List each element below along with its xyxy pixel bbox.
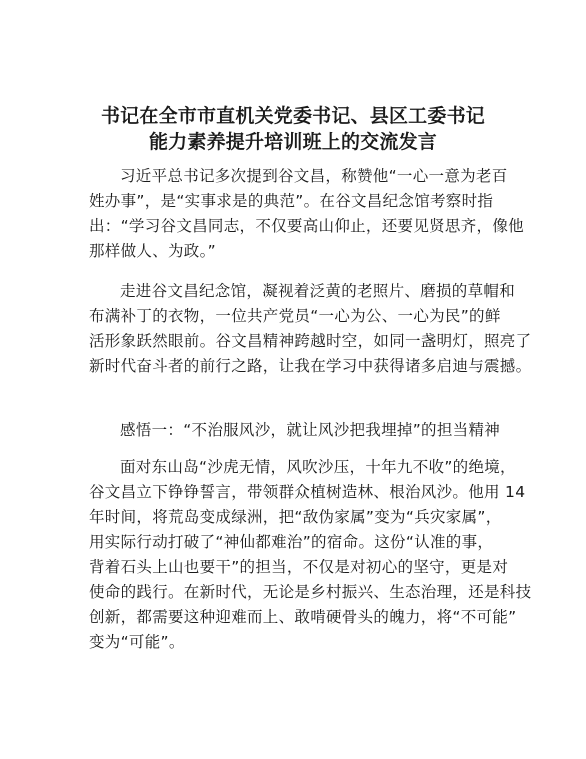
paragraph-3-line-6: 使命的践行。在新时代，无论是乡村振兴、生态治理，还是科技 <box>89 583 532 601</box>
paragraph-3-line-1: 面对东山岛“沙虎无情，风吹沙压，十年九不收”的绝境， <box>120 458 516 476</box>
paragraph-1-line-3: 出：“学习谷文昌同志，不仅要高山仰止，还要见贤思齐，像他 <box>89 217 524 235</box>
paragraph-3-line-5: 背着石头上山也要干”的担当，不仅是对初心的坚守，更是对 <box>89 558 509 576</box>
paragraph-2-line-4: 新时代奋斗者的前行之路，让我在学习中获得诸多启迪与震撼。 <box>89 357 532 375</box>
paragraph-1-line-1: 习近平总书记多次提到谷文昌，称赞他“一心一意为老百 <box>120 167 508 185</box>
title-line-2: 能力素养提升培训班上的交流发言 <box>148 131 437 153</box>
paragraph-3-line-7: 创新，都需要这种迎难而上、敢啃硬骨头的魄力，将“不可能” <box>89 608 517 626</box>
paragraph-3-line-8: 变为“可能”。 <box>89 633 185 651</box>
paragraph-2-line-2: 布满补丁的衣物，一位共产党员“一心为公、一心为民”的鲜 <box>89 307 501 325</box>
paragraph-3-line-2: 谷文昌立下铮铮誓言，带领群众植树造林、根治风沙。他用 14 <box>89 483 526 501</box>
paragraph-1-line-4: 那样做人、为政。” <box>89 242 216 260</box>
paragraph-2-line-1: 走进谷文昌纪念馆，凝视着泛黄的老照片、磨损的草帽和 <box>120 282 516 300</box>
paragraph-3-line-3: 年时间，将荒岛变成绿洲，把“敌伪家属”变为“兵灾家属”， <box>89 508 502 526</box>
paragraph-1-line-2: 姓办事”，是“实事求是的典范”。在谷文昌纪念馆考察时指 <box>89 192 494 210</box>
paragraph-3-line-4: 用实际行动打破了“神仙都难治”的宿命。这份“认准的事， <box>89 533 494 551</box>
section-heading: 感悟一：“不治服风沙，就让风沙把我埋掉”的担当精神 <box>120 421 501 439</box>
paragraph-2-line-3: 活形象跃然眼前。谷文昌精神跨越时空，如同一盏明灯，照亮了 <box>89 332 532 350</box>
title-line-1: 书记在全市市直机关党委书记、县区工委书记 <box>100 105 485 127</box>
